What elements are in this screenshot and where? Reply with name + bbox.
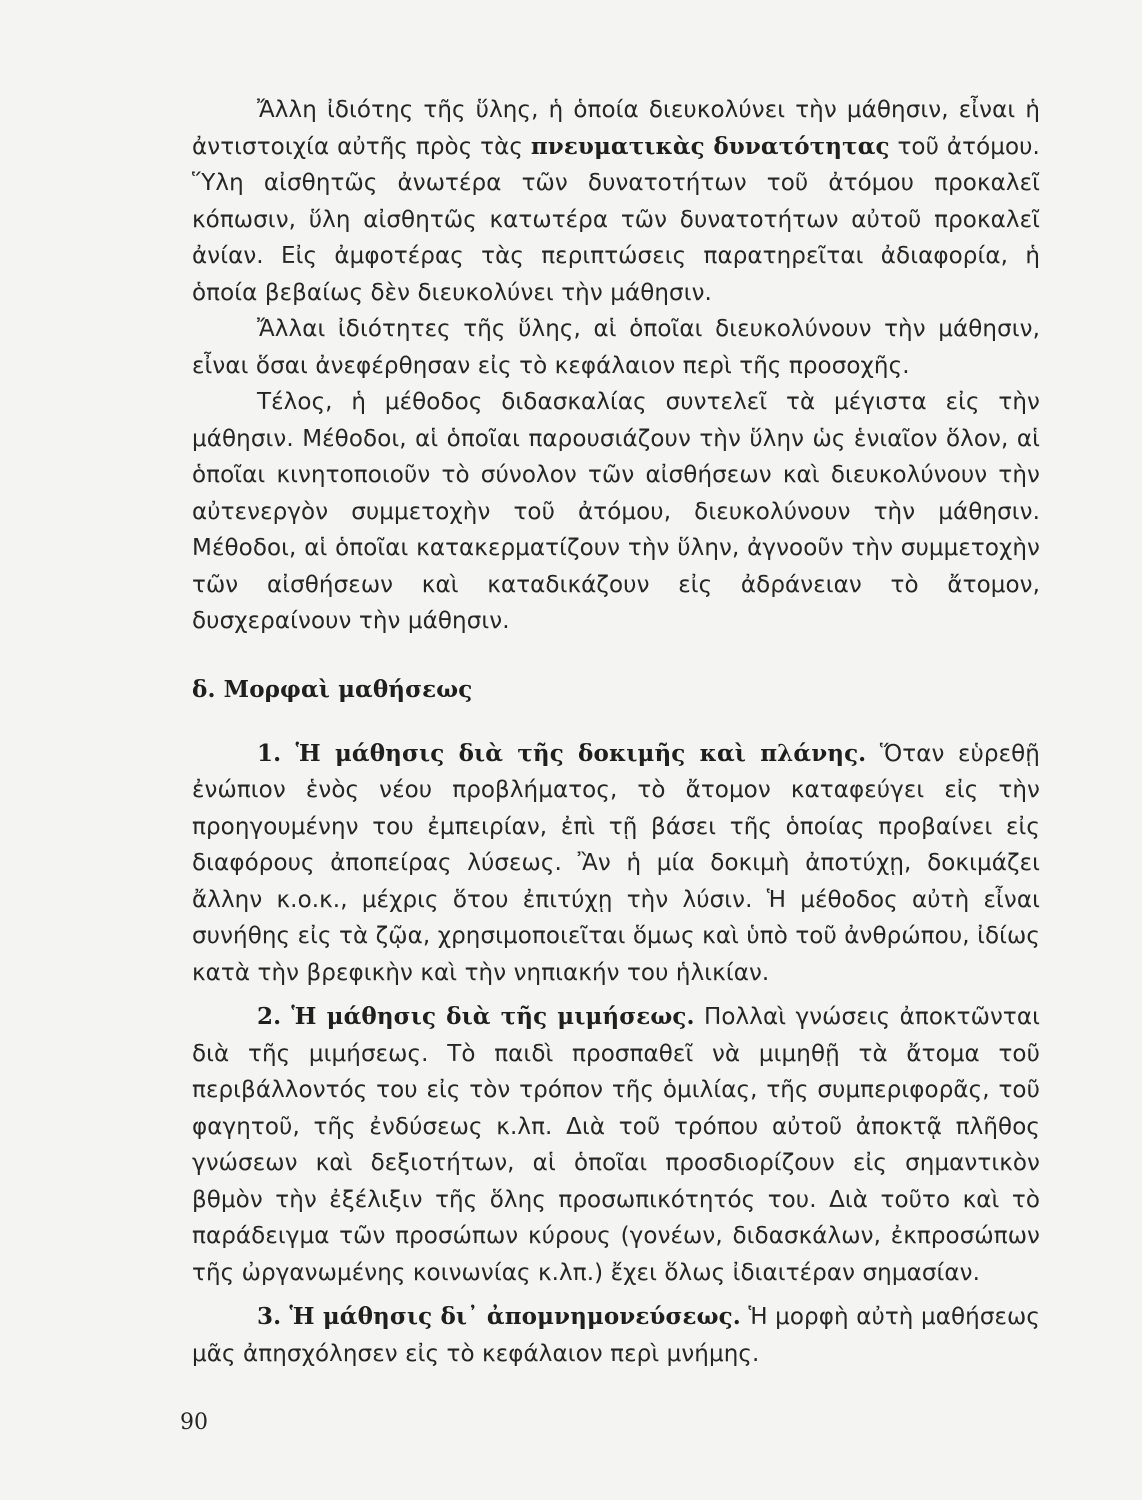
paragraph-text: Ἄλλη ἰδιότης τῆς ὕλης, ἡ ὁποία διευκολύνει τὴν μάθησιν, εἶναι ἡ ἀντιστοιχία αὐτῆς πρὸς τὰς <box>192 97 1040 160</box>
item-imitation <box>192 999 1040 1291</box>
page-number: 90 <box>180 1410 208 1435</box>
paragraph-teaching-method: Τέλος, ἡ μέθοδος διδασκαλίας συντελεῖ τὰ μέγιστα εἰς τὴν μάθησιν. Μέθοδοι, αἱ ὁποῖαι παρουσιάζουν τὴν ὕλην ὡς ἑνιαῖον ὅλον, αἱ ὁποῖαι κινητοποιοῦν τὸ σύνολον τῶν αἰσθήσεων καὶ διευκολύνουν τὴν αὐτενεργὸν συμμετοχὴν τοῦ ἀτόμου, διευκολύνουν τὴν μάθησιν. Μέθοδοι, αἱ ὁποῖαι κατακερματίζουν τὴν ὕλην, ἀγνοοῦν τὴν συμμετοχὴν τῶν αἰσθήσεων καὶ καταδικάζουν εἰς ἀδράνειαν τὸ ἄτομον, δυσχεραίνουν τὴν μάθησιν. <box>192 389 1040 634</box>
bold-term: πνευματικὰς δυνατότητας <box>530 132 890 160</box>
item-text: Πολλαὶ γνώσεις ἀποκτῶνται διὰ τῆς μιμήσεως. Τὸ παιδὶ προσπαθεῖ νὰ μιμηθῇ τὰ ἄτομα τοῦ περιβάλλοντός του εἰς τὸν τρόπον τῆς ὁμιλίας, τῆς συμπεριφορᾶς, τοῦ φαγητοῦ, τῆς ἐνδύσεως κ.λπ. Διὰ τοῦ τρόπου αὐτοῦ ἀποκτᾷ πλῆθος γνώσεων καὶ δεξιοτήτων, αἱ ὁποῖαι προσδιορίζουν εἰς σημαντικὸν βθμὸν τὴν ἐξέλιξιν τῆς ὅλης προσωπικότητός του. Διὰ τοῦτο καὶ τὸ παράδειγμα τῶν προσώπων κύρους (γονέων, διδασκάλων, ἐκπροσώπων τῆς ὠργανωμένης κοινωνίας κ.λπ.) ἔχει ὅλως ἰδιαιτέραν σημασίαν. <box>192 1004 1040 1286</box>
item-text: Ὅταν εὑρεθῇ ἐνώπιον ἑνὸς νέου προβλήματος, τὸ ἄτομον καταφεύγει εἰς τὴν προηγουμένην του ἐμπειρίαν, ἐπὶ τῇ βάσει τῆς ὁποίας προβαίνει εἰς διαφόρους ἀποπείρας λύσεως. Ἂν ἡ μία δοκιμὴ ἀποτύχῃ, δοκιμάζει ἄλλην κ.ο.κ., μέχρις ὅτου ἐπιτύχῃ τὴν λύσιν. Ἡ μέθοδος αὐτὴ εἶναι συνήθης εἰς τὰ ζῷα, χρησιμοποιεῖται ὅμως καὶ ὑπὸ τοῦ ἀνθρώπου, ἰδίως κατὰ τὴν βρεφικὴν καὶ τὴν νηπιακήν του ἡλικίαν. <box>192 740 1040 986</box>
item-text: Ἡ μορφὴ αὐτὴ μαθήσεως μᾶς ἀπησχόλησεν εἰς τὸ κεφάλαιον περὶ μνήμης. <box>192 1304 1040 1367</box>
item-memorization <box>192 1299 1040 1372</box>
item-trial-and-error <box>192 736 1040 992</box>
paragraph-text: τοῦ ἀτόμου. Ὕλη αἰσθητῶς ἀνωτέρα τῶν δυνατοτήτων τοῦ ἀτόμου προκαλεῖ κόπωσιν, ὕλη αἰσθητῶς κατωτέρα τῶν δυνατοτήτων αὐτοῦ προκαλεῖ ἀνίαν. Εἰς ἀμφοτέρας τὰς περιπτώσεις παρατηρεῖται ἀδιαφορία, ἡ ὁποία βεβαίως δὲν διευκολύνει τὴν μάθησιν. <box>192 133 1040 306</box>
section-heading: δ. Μορφαὶ μαθήσεως <box>192 675 473 703</box>
paragraph-matter-correspondence <box>192 92 1040 311</box>
paragraph-other-properties: Ἄλλαι ἰδιότητες τῆς ὕλης, αἱ ὁποῖαι διευκολύνουν τὴν μάθησιν, εἶναι ὅσαι ἀνεφέρθησαν εἰς τὸ κεφάλαιον περὶ τῆς προσοχῆς. <box>192 316 1040 379</box>
item-title: 1. Ἡ μάθησις διὰ τῆς δοκιμῆς καὶ πλάνης. <box>257 739 867 767</box>
item-title: 3. Ἡ μάθησις δι᾽ ἀπομνημονεύσεως. <box>257 1303 741 1330</box>
item-title: 2. Ἡ μάθησις διὰ τῆς μιμήσεως. <box>257 1003 695 1030</box>
page-body <box>192 92 1040 1372</box>
